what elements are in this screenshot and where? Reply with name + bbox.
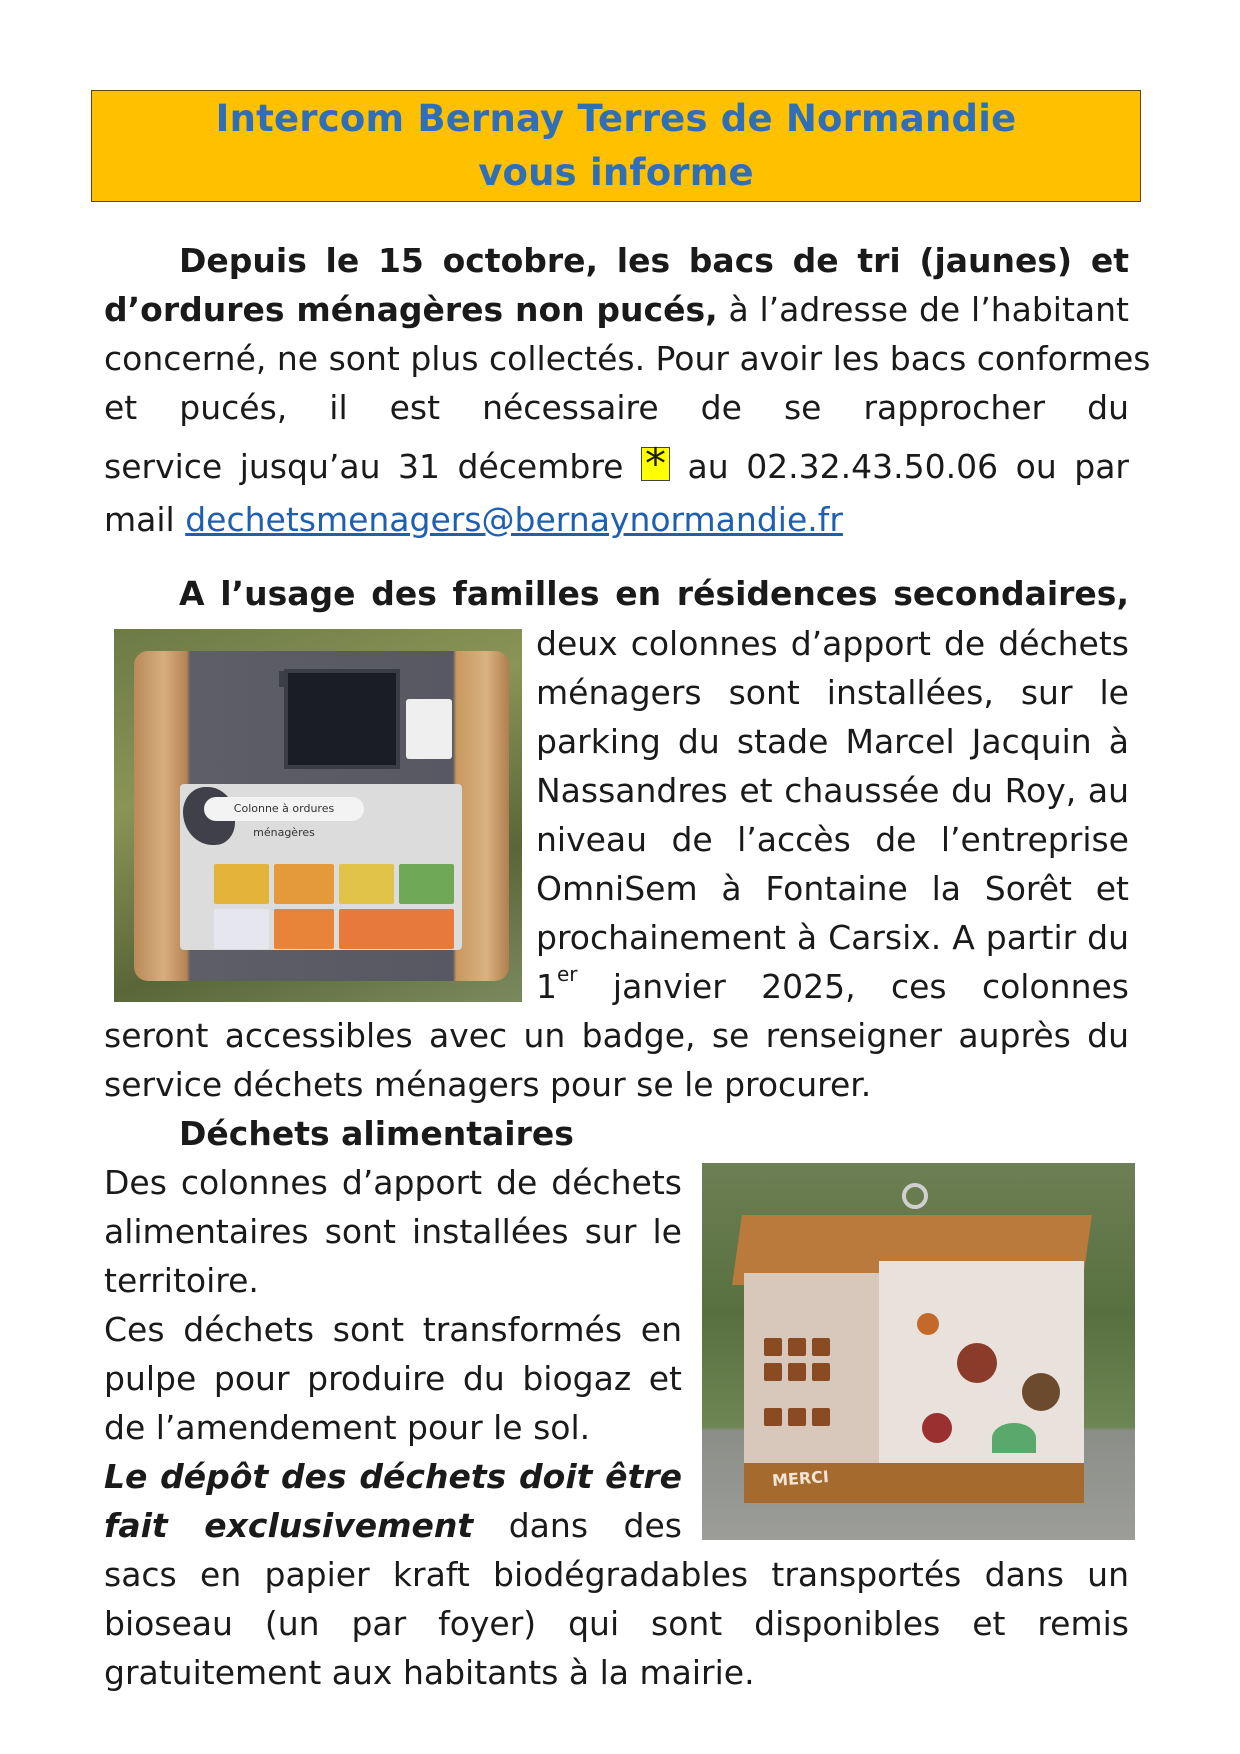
paragraph-line: concerné, ne sont plus collectés. Pour avoir les bacs conformes xyxy=(104,339,1151,378)
paragraph-line: niveau de l’accès de l’entreprise xyxy=(536,820,1129,859)
paragraph-line: bioseau (un par foyer) qui sont disponibles et remis xyxy=(104,1604,1129,1643)
paragraph-line: de l’amendement pour le sol. xyxy=(104,1408,591,1447)
paragraph-line: service jusqu’au 31 décembre * au 02.32.43.50.06 ou par xyxy=(104,439,1129,488)
photo-caption: Colonne à ordures ménagères xyxy=(204,797,364,821)
paragraph-line: fait exclusivement dans des xyxy=(104,1506,683,1545)
email-link[interactable]: dechetsmenagers@bernaynormandie.fr xyxy=(185,500,843,539)
paragraph-line: et pucés, il est nécessaire de se rapprocher du xyxy=(104,388,1129,427)
paragraph-line: OmniSem à Fontaine la Sorêt et xyxy=(536,869,1129,908)
paragraph-line: d’ordures ménagères non pucés, à l’adresse de l’habitant xyxy=(104,290,1129,329)
paragraph-line: territoire. xyxy=(104,1261,259,1300)
photo-caption: MERCI xyxy=(771,1467,830,1490)
paragraph-line: Des colonnes d’apport de déchets xyxy=(104,1163,682,1202)
paragraph-line: parking du stade Marcel Jacquin à xyxy=(536,722,1129,761)
emphasis-line: Le dépôt des déchets doit être xyxy=(104,1457,682,1496)
header-title-line2: vous informe xyxy=(478,151,754,194)
header-title-line1: Intercom Bernay Terres de Normandie xyxy=(215,97,1017,140)
paragraph-line: pulpe pour produire du biogaz et xyxy=(104,1359,682,1398)
paragraph-line: mail dechetsmenagers@bernaynormandie.fr xyxy=(104,500,843,539)
paragraph-line: sacs en papier kraft biodégradables transportés dans un xyxy=(104,1555,1129,1594)
section-heading: A l’usage des familles en résidences secondaires, xyxy=(179,574,1129,613)
food-waste-column-photo xyxy=(702,1163,1135,1540)
paragraph-line: Depuis le 15 octobre, les bacs de tri (jaunes) et xyxy=(179,241,1129,280)
paragraph-line: Nassandres et chaussée du Roy, au xyxy=(536,771,1129,810)
paragraph-line: service déchets ménagers pour se le procurer. xyxy=(104,1065,872,1104)
household-waste-column-photo xyxy=(114,629,522,1002)
paragraph-line: gratuitement aux habitants à la mairie. xyxy=(104,1653,755,1692)
paragraph-line: seront accessibles avec un badge, se renseigner auprès du xyxy=(104,1016,1129,1055)
paragraph-line: Ces déchets sont transformés en xyxy=(104,1310,682,1349)
paragraph-line: deux colonnes d’apport de déchets xyxy=(536,624,1129,663)
paragraph-line: 1er janvier 2025, ces colonnes xyxy=(536,962,1129,1006)
section-heading: Déchets alimentaires xyxy=(179,1114,574,1153)
paragraph-line: ménagers sont installées, sur le xyxy=(536,673,1129,712)
paragraph-line: prochainement à Carsix. A partir du xyxy=(536,918,1129,957)
paragraph-line: alimentaires sont installées sur le xyxy=(104,1212,682,1251)
footnote-asterisk: * xyxy=(641,447,670,481)
header-banner xyxy=(91,90,1141,202)
